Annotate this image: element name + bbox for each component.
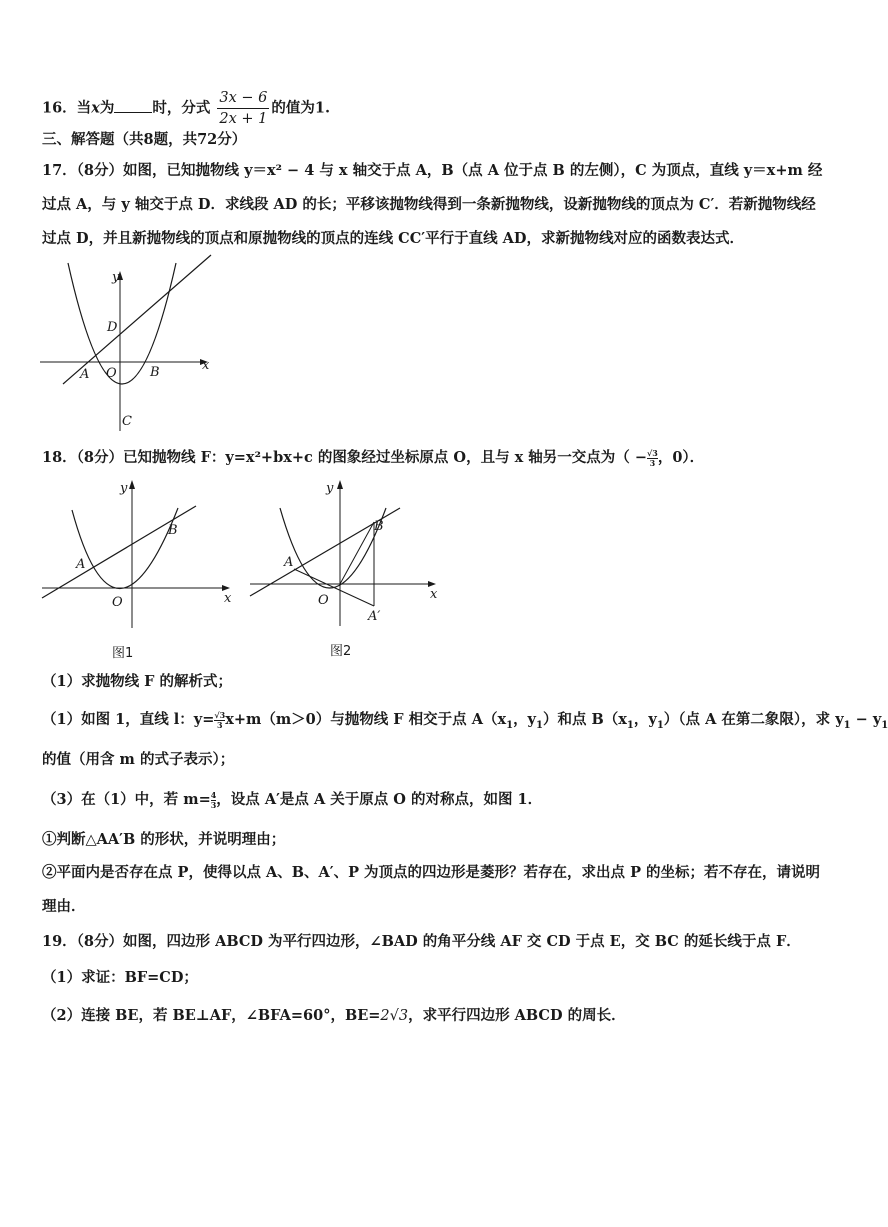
q17-figure xyxy=(38,255,218,435)
q18-p3-frac-num: 4 xyxy=(210,789,217,800)
q16-fraction xyxy=(217,88,269,129)
q18-head-tail: ，0）． xyxy=(657,449,705,466)
fig1-label-x: x xyxy=(224,591,232,606)
q18-part1: （1）求抛物线 F 的解析式； xyxy=(42,673,232,690)
sub-1: 1 xyxy=(656,719,664,731)
q16-suffix1: 时，分式 xyxy=(152,99,211,117)
q16-frac-den: 2x + 1 xyxy=(219,111,268,127)
fig2-label-aprime: A′ xyxy=(368,609,381,624)
fig2-label-x: x xyxy=(430,587,438,602)
q18-part3-ii: ②平面内是否存在点 P，使得以点 A、B、A′、P 为顶点的四边形是菱形？若存在，求出点 P 的坐标；若不存在，请说明理由． xyxy=(42,864,821,915)
fig2-label-b: B xyxy=(374,519,384,534)
fig1-label-b: B xyxy=(168,523,178,538)
q18-p2-f: ）（点 A 在第二象限），求 y xyxy=(663,711,844,728)
q18-part2 xyxy=(42,710,888,736)
q17-label-o: O xyxy=(106,366,117,381)
sub-1: 1 xyxy=(626,719,634,731)
q18-p3-a: （3）在（1）中，若 m= xyxy=(42,791,211,808)
q16-mid: 为 xyxy=(99,99,115,117)
q19-p2-c: ，求平行四边形 ABCD 的周长． xyxy=(408,1007,626,1024)
fig1-label-y: y xyxy=(120,481,128,496)
q17-line-ad xyxy=(63,255,211,384)
question-17: 17．（8分）如图，已知抛物线 y＝x² − 4 与 x 轴交于点 A，B（点 A 位于点 B 的左侧），C 为顶点，直线 y＝x+m 经过点 A，与 y 轴交于点 D．求线段 AD 的长；平移该抛物线得到一条新抛物线，设新抛物线的顶点为 C′．若新抛物线经过点 D，并且新抛物线的顶点和原抛物线的顶点的连线 CC′平行于直线 AD，求新抛物线对应的函数表达式． xyxy=(42,162,823,247)
q16-var: x xyxy=(91,99,100,117)
fig1-caption: 图1 xyxy=(112,646,134,661)
q18-p2-frac-den: 3 xyxy=(216,719,223,730)
fig1-label-a: A xyxy=(76,557,86,572)
fig2-segment-a-aprime xyxy=(294,569,374,606)
q18-p2-c: ，y xyxy=(513,711,536,728)
q17-label-a: A xyxy=(80,367,90,382)
q17-label-c: C xyxy=(122,414,132,429)
q18-part2-line2: 的值（用含 m 的式子表示）； xyxy=(42,751,235,768)
fig1-label-o: O xyxy=(112,595,123,610)
q18-figure-1 xyxy=(40,478,240,668)
q18-part3-i: ①判断△AA′B 的形状，并说明理由； xyxy=(42,831,286,848)
q19-part2 xyxy=(42,1006,626,1026)
fig1-line-l xyxy=(42,506,196,598)
q16-prefix: 16．当 xyxy=(42,99,92,117)
q17-label-b: B xyxy=(150,365,160,380)
q18-head-frac-num: √3 xyxy=(647,447,658,458)
answer-blank xyxy=(114,98,152,113)
q16-frac-num: 3x − 6 xyxy=(217,88,269,109)
fig2-label-y: y xyxy=(326,481,334,496)
q18-p3-b: ，设点 A′是点 A 关于原点 O 的对称点，如图 1． xyxy=(216,791,543,808)
q16-suffix2: 的值为1. xyxy=(271,99,331,117)
q18-p2-g: − y xyxy=(850,711,882,728)
fig2-label-a: A xyxy=(284,555,294,570)
q18-p3-frac-den: 3 xyxy=(210,799,217,810)
sub-1: 1 xyxy=(843,719,851,731)
sub-1: 1 xyxy=(536,719,543,731)
q18-p2-a: （1）如图 1，直线 l：y= xyxy=(42,711,215,728)
q18-p2-frac xyxy=(214,711,225,730)
section-heading: 三、解答题（共8题，共72分） xyxy=(42,131,247,148)
fig2-label-o: O xyxy=(318,593,329,608)
question-19: 19．（8分）如图，四边形 ABCD 为平行四边形，∠BAD 的角平分线 AF 交 CD 于点 E，交 BC 的延长线于点 F． xyxy=(42,933,801,950)
fig2-segment-o-b xyxy=(340,522,374,584)
q18-figure-2 xyxy=(248,478,448,668)
q18-part3 xyxy=(42,790,542,810)
q18-p2-d: ）和点 B（x xyxy=(542,711,627,728)
q18-head: 18．（8分）已知抛物线 F：y=x²+bx+c 的图象经过坐标原点 O，且与 x 轴另一交点为（ − xyxy=(42,449,648,466)
q18-head-frac-den: 3 xyxy=(649,457,656,468)
q17-label-y: y xyxy=(112,270,120,285)
q17-label-x: x xyxy=(202,358,210,373)
sub-1: 1 xyxy=(506,719,514,731)
q18-head-frac xyxy=(647,449,658,468)
fig2-caption: 图2 xyxy=(330,644,352,659)
fig1-y-arrow-icon xyxy=(129,480,135,489)
question-16 xyxy=(42,88,330,129)
question-18-head xyxy=(42,448,704,468)
q19-part1: （1）求证：BF=CD； xyxy=(42,969,198,986)
q17-label-d: D xyxy=(107,320,118,335)
q19-p2-b: 2√3 xyxy=(380,1008,409,1024)
q18-p2-e: ，y xyxy=(633,711,657,728)
q19-p2-a: （2）连接 BE，若 BE⊥AF，∠BFA=60°，BE= xyxy=(42,1007,381,1024)
q18-p2-frac-num: √3 xyxy=(214,709,226,720)
fig2-y-arrow-icon xyxy=(337,480,343,489)
sub-1: 1 xyxy=(881,719,888,731)
q18-p2-b: x+m（m＞0）与抛物线 F 相交于点 A（x xyxy=(225,711,507,728)
